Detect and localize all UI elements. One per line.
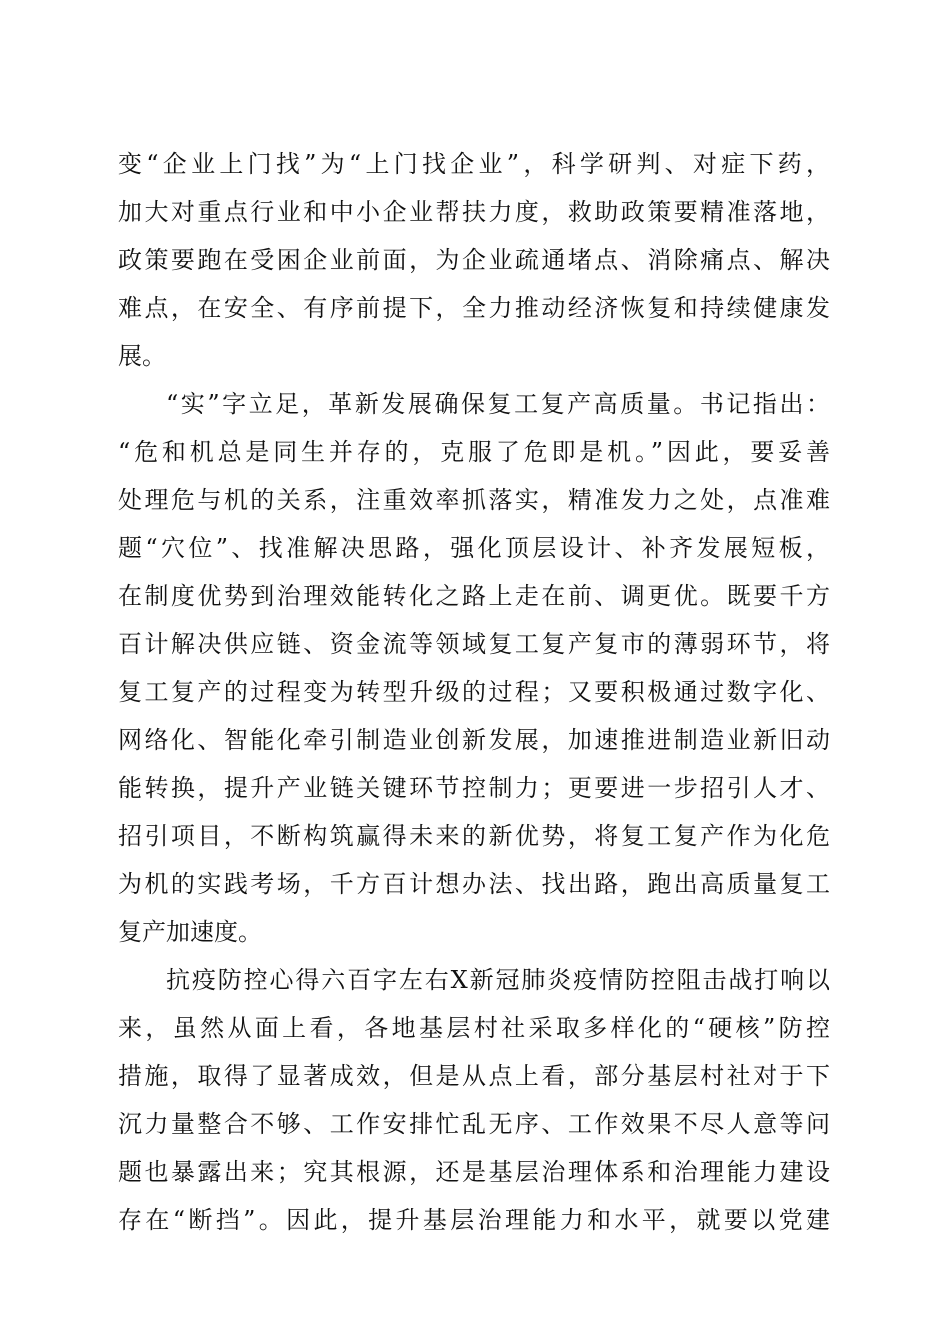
text-line: 处理危与机的关系，注重效率抓落实，精准发力之处，点准难: [118, 486, 830, 514]
text-line: 题“穴位”、找准解决思路，强化顶层设计、补齐发展短板，: [118, 534, 830, 562]
text-line: 复工复产的过程变为转型升级的过程；又要积极通过数字化、: [118, 678, 830, 706]
text-line: 变“企业上门找”为“上门找企业”，科学研判、对症下药，: [118, 150, 830, 178]
body-text: [118, 140, 830, 1244]
text-line: 措施，取得了显著成效，但是从点上看，部分基层村社对于下: [118, 1062, 830, 1090]
paragraph-3: [118, 956, 830, 1244]
text-line: 为机的实践考场，千方百计想办法、找出路，跑出高质量复工: [118, 870, 830, 898]
text-line: 在制度优势到治理效能转化之路上走在前、调更优。既要千方: [118, 582, 830, 610]
text-line: “实”字立足，革新发展确保复工复产高质量。书记指出：: [166, 390, 830, 418]
text-line: 题也暴露出来；究其根源，还是基层治理体系和治理能力建设: [118, 1158, 830, 1186]
text-line: “危和机总是同生并存的，克服了危即是机。”因此，要妥善: [118, 438, 830, 466]
paragraph-1: [118, 140, 830, 380]
text-line: 网络化、智能化牵引制造业创新发展，加速推进制造业新旧动: [118, 726, 830, 754]
text-line: 政策要跑在受困企业前面，为企业疏通堵点、消除痛点、解决: [118, 246, 830, 274]
paragraph-2: [118, 380, 830, 956]
text-line: 抗疫防控心得六百字左右X新冠肺炎疫情防控阻击战打响以: [166, 966, 830, 994]
text-line: 招引项目，不断构筑赢得未来的新优势，将复工复产作为化危: [118, 822, 830, 850]
text-line: 存在“断挡”。因此，提升基层治理能力和水平，就要以党建: [118, 1206, 830, 1234]
text-line: 复产加速度。: [118, 918, 262, 946]
text-line: 展。: [118, 342, 166, 370]
text-line: 难点，在安全、有序前提下，全力推动经济恢复和持续健康发: [118, 294, 830, 322]
text-line: 加大对重点行业和中小企业帮扶力度，救助政策要精准落地，: [118, 198, 830, 226]
text-line: 能转换，提升产业链关键环节控制力；更要进一步招引人才、: [118, 774, 830, 802]
text-line: 沉力量整合不够、工作安排忙乱无序、工作效果不尽人意等问: [118, 1110, 830, 1138]
text-line: 来，虽然从面上看，各地基层村社采取多样化的“硬核”防控: [118, 1014, 830, 1042]
text-line: 百计解决供应链、资金流等领域复工复产复市的薄弱环节，将: [118, 630, 830, 658]
